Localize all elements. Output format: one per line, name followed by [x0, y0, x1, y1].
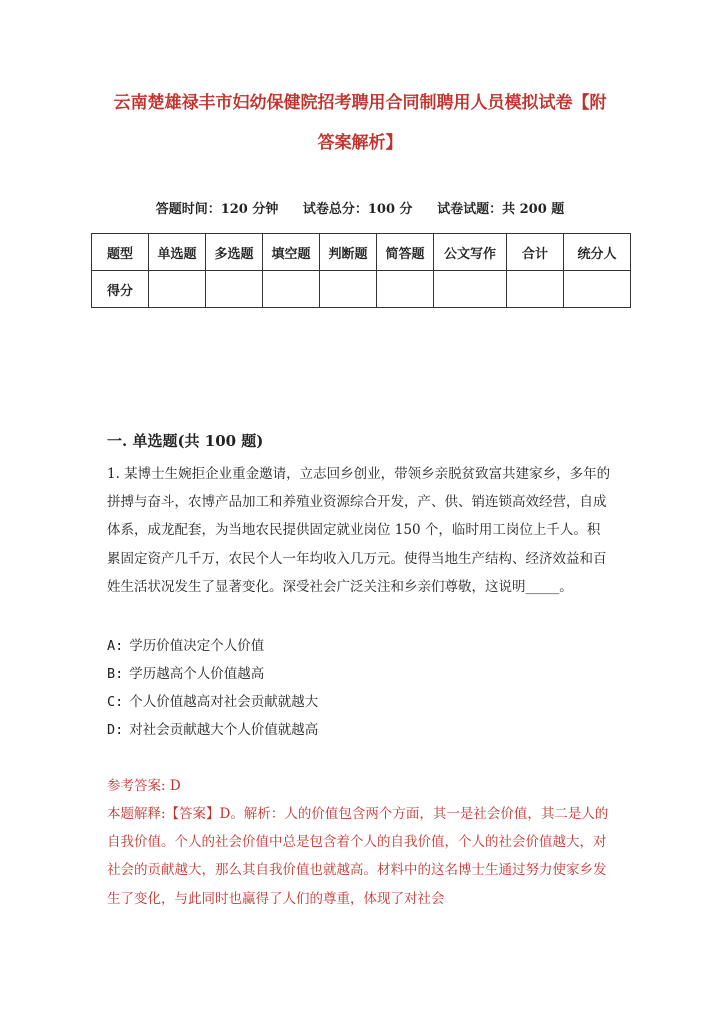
score-table-header: 合计: [507, 234, 564, 271]
option-a: [107, 634, 264, 654]
score-cell: [564, 271, 631, 308]
score-table-header-row: [92, 234, 631, 271]
document-title-line1: 云南楚雄禄丰市妇幼保健院招考聘用合同制聘用人员模拟试卷【附: [113, 93, 607, 113]
score-cell: [507, 271, 564, 308]
score-table-header: 题型: [92, 234, 149, 271]
option-c: [107, 690, 318, 710]
exam-question-count: 试卷试题：共 200 题: [437, 202, 565, 217]
score-row-label: 得分: [92, 271, 149, 308]
exam-meta: [0, 198, 720, 217]
score-table-header: 统分人: [564, 234, 631, 271]
score-table-header: 公文写作: [434, 234, 507, 271]
option-label: B:: [107, 666, 124, 682]
option-text: 个人价值越高对社会贡献就越大: [129, 694, 319, 710]
option-b: [107, 662, 264, 682]
score-table-header: 单选题: [149, 234, 206, 271]
answer-explanation: 本题解释:【答案】D。解析：人的价值包含两个方面，其一是社会价值，其二是人的自我价值。个人的社会价值中总是包含着个人的自我价值，个人的社会价值越大，对社会的贡献越大，那么其自我价值也就越高。材料中的这名博士生通过努力使家乡发生了变化，与此同时也赢得了人们的尊重，体现了对社会: [107, 806, 609, 907]
score-table-header: 判断题: [320, 234, 377, 271]
exam-total-score: 试卷总分：100 分: [302, 202, 413, 217]
option-text: 对社会贡献越大个人价值就越高: [129, 722, 319, 738]
question-stem: 1. 某博士生婉拒企业重金邀请，立志回乡创业，带领乡亲脱贫致富共建家乡，多年的拼搏与奋斗，农博产品加工和养殖业资源综合开发，产、供、销连锁高效经营，自成体系，成龙配套，为当地农民提供固定就业岗位 150 个，临时用工岗位上千人。积累固定资产几千万，农民个人一年均收入几万元。使得当地生产结构、经济效益和百姓生活状况发生了显著变化。深受社会广泛关注和乡亲们尊敬，这说明_____。: [107, 466, 611, 595]
score-cell: [320, 271, 377, 308]
option-label: D:: [107, 722, 124, 738]
score-table-header: 简答题: [377, 234, 434, 271]
question-text: [107, 460, 612, 601]
score-cell: [149, 271, 206, 308]
option-text: 学历价值决定个人价值: [129, 638, 265, 654]
exam-time: 答题时间：120 分钟: [155, 202, 279, 217]
score-cell: [377, 271, 434, 308]
option-label: C:: [107, 694, 124, 710]
option-d: [107, 718, 318, 738]
document-title-line2: 答案解析】: [317, 133, 403, 153]
score-cell: [263, 271, 320, 308]
option-label: A:: [107, 638, 124, 654]
score-table-header: 多选题: [206, 234, 263, 271]
score-table-score-row: [92, 271, 631, 308]
option-text: 学历越高个人价值越高: [129, 666, 265, 682]
score-cell: [434, 271, 507, 308]
score-table-header: 填空题: [263, 234, 320, 271]
score-cell: [206, 271, 263, 308]
reference-answer: 参考答案: D: [107, 778, 181, 794]
section-title: 一. 单选题(共 100 题): [107, 432, 264, 450]
score-table: [91, 233, 631, 308]
